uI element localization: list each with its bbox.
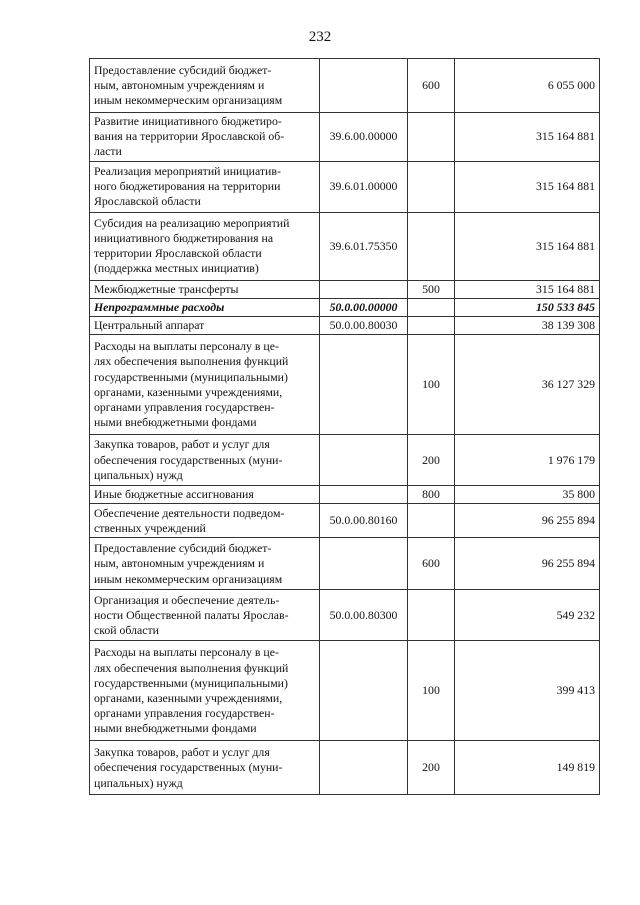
- item-name: Субсидия на реализацию мероприятий инициативного бюджетирования на территории Ярославской области (поддержка местных инициатив): [90, 212, 320, 280]
- table-row: [90, 538, 600, 590]
- item-name: Реализация мероприятий инициатив- ного бюджетирования на территории Ярославской области: [90, 161, 320, 212]
- target-article-code: [320, 486, 408, 504]
- item-name: Предоставление субсидий бюджет- ным, автономным учреждениям и иным некоммерческим организациям: [90, 59, 320, 113]
- expense-type-code: [408, 212, 455, 280]
- target-article-code: 39.6.01.75350: [320, 212, 408, 280]
- item-name: Развитие инициативного бюджетиро- вания на территории Ярославской об- ласти: [90, 113, 320, 162]
- amount: 315 164 881: [455, 212, 600, 280]
- expense-type-code: 500: [408, 280, 455, 298]
- target-article-code: 50.0.00.80300: [320, 590, 408, 641]
- page-number: 232: [308, 29, 332, 45]
- expense-type-code: [408, 590, 455, 641]
- item-name: Межбюджетные трансферты: [90, 280, 320, 298]
- target-article-code: [320, 335, 408, 435]
- expense-type-code: 200: [408, 741, 455, 795]
- table-row: [90, 212, 600, 280]
- amount: 149 819: [455, 741, 600, 795]
- amount: 38 139 308: [455, 317, 600, 335]
- budget-table: [89, 58, 600, 795]
- item-name: Иные бюджетные ассигнования: [90, 486, 320, 504]
- amount: 6 055 000: [455, 59, 600, 113]
- table-row: [90, 641, 600, 741]
- item-name: Обеспечение деятельности подведом- ственных учреждений: [90, 504, 320, 538]
- amount: 36 127 329: [455, 335, 600, 435]
- target-article-code: 39.6.00.00000: [320, 113, 408, 162]
- amount: 399 413: [455, 641, 600, 741]
- table-row: [90, 280, 600, 298]
- expense-type-code: 800: [408, 486, 455, 504]
- item-name: Расходы на выплаты персоналу в це- лях обеспечения выполнения функций государственными (муниципальными) органами, казенными учреждениями, органами управления государствен- ными внебюджетными фондами: [90, 641, 320, 741]
- target-article-code: [320, 435, 408, 486]
- item-name: Непрограммные расходы: [90, 298, 320, 316]
- expense-type-code: 600: [408, 59, 455, 113]
- amount: 1 976 179: [455, 435, 600, 486]
- item-name: Закупка товаров, работ и услуг для обеспечения государственных (муни- ципальных) нужд: [90, 435, 320, 486]
- amount: 96 255 894: [455, 538, 600, 590]
- amount: 315 164 881: [455, 161, 600, 212]
- amount: 549 232: [455, 590, 600, 641]
- expense-type-code: 200: [408, 435, 455, 486]
- amount: 315 164 881: [455, 280, 600, 298]
- expense-type-code: 100: [408, 641, 455, 741]
- target-article-code: 50.0.00.80160: [320, 504, 408, 538]
- item-name: Организация и обеспечение деятель- ности Общественной палаты Ярослав- ской области: [90, 590, 320, 641]
- amount: 315 164 881: [455, 113, 600, 162]
- target-article-code: [320, 741, 408, 795]
- item-name: Закупка товаров, работ и услуг для обеспечения государственных (муни- ципальных) нужд: [90, 741, 320, 795]
- target-article-code: 50.0.00.80030: [320, 317, 408, 335]
- table-row: [90, 335, 600, 435]
- expense-type-code: [408, 504, 455, 538]
- expense-type-code: [408, 161, 455, 212]
- target-article-code: [320, 538, 408, 590]
- item-name: Предоставление субсидий бюджет- ным, автономным учреждениям и иным некоммерческим организациям: [90, 538, 320, 590]
- table-row: [90, 486, 600, 504]
- target-article-code: [320, 280, 408, 298]
- table-row: [90, 590, 600, 641]
- table-row: [90, 59, 600, 113]
- table-row: [90, 161, 600, 212]
- target-article-code: 50.0.00.00000: [320, 298, 408, 316]
- target-article-code: 39.6.01.00000: [320, 161, 408, 212]
- expense-type-code: 600: [408, 538, 455, 590]
- table-row: [90, 317, 600, 335]
- table-row: [90, 741, 600, 795]
- target-article-code: [320, 59, 408, 113]
- amount: 150 533 845: [455, 298, 600, 316]
- amount: 35 800: [455, 486, 600, 504]
- table-row: [90, 113, 600, 162]
- expense-type-code: [408, 317, 455, 335]
- expense-type-code: [408, 298, 455, 316]
- expense-type-code: 100: [408, 335, 455, 435]
- table-row: [90, 298, 600, 316]
- expense-type-code: [408, 113, 455, 162]
- amount: 96 255 894: [455, 504, 600, 538]
- table-row: [90, 435, 600, 486]
- target-article-code: [320, 641, 408, 741]
- item-name: Расходы на выплаты персоналу в це- лях обеспечения выполнения функций государственными (муниципальными) органами, казенными учреждениями, органами управления государствен- ными внебюджетными фондами: [90, 335, 320, 435]
- item-name: Центральный аппарат: [90, 317, 320, 335]
- table-row: [90, 504, 600, 538]
